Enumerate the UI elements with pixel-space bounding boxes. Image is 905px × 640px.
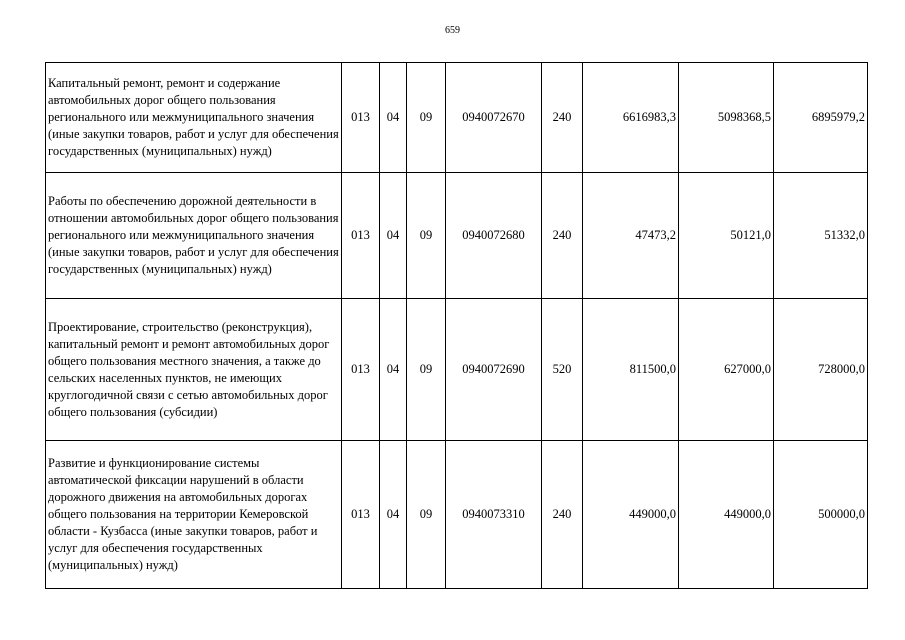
table-row: [46, 299, 868, 441]
subsection-code: 09: [407, 441, 446, 589]
amount-year-1: 811500,0: [583, 299, 679, 441]
amount-year-3: 51332,0: [774, 173, 868, 299]
target-article-code: 0940072680: [446, 173, 542, 299]
amount-year-2: 449000,0: [679, 441, 774, 589]
subsection-code: 09: [407, 63, 446, 173]
section-code: 04: [380, 173, 407, 299]
table-row: [46, 63, 868, 173]
grbs-code: 013: [342, 63, 380, 173]
grbs-code: 013: [342, 441, 380, 589]
target-article-code: 0940073310: [446, 441, 542, 589]
section-code: 04: [380, 441, 407, 589]
target-article-code: 0940072690: [446, 299, 542, 441]
row-name: Работы по обеспечению дорожной деятельности в отношении автомобильных дорог общего пользования регионального или межмуниципального значения (иные закупки товаров, работ и услуг для обеспечения государственных (муниципальных) нужд): [46, 173, 342, 299]
row-name: Развитие и функционирование системы автоматической фиксации нарушений в области дорожного движения на автомобильных дорогах общего пользования на территории Кемеровской области - Кузбасса (иные закупки товаров, работ и услуг для обеспечения государственных (муниципальных) нужд): [46, 441, 342, 589]
section-code: 04: [380, 299, 407, 441]
expense-type-code: 240: [542, 173, 583, 299]
subsection-code: 09: [407, 299, 446, 441]
grbs-code: 013: [342, 173, 380, 299]
row-name: Проектирование, строительство (реконструкция), капитальный ремонт и ремонт автомобильных дорог общего пользования местного значения, а также до сельских населенных пунктов, не имеющих круглогодичной связи с сетью автомобильных дорог общего пользования (субсидии): [46, 299, 342, 441]
grbs-code: 013: [342, 299, 380, 441]
amount-year-3: 6895979,2: [774, 63, 868, 173]
row-name: Капитальный ремонт, ремонт и содержание автомобильных дорог общего пользования регионального или межмуниципального значения (иные закупки товаров, работ и услуг для обеспечения государственных (муниципальных) нужд): [46, 63, 342, 173]
budget-table: [45, 62, 868, 589]
amount-year-3: 728000,0: [774, 299, 868, 441]
amount-year-3: 500000,0: [774, 441, 868, 589]
amount-year-2: 627000,0: [679, 299, 774, 441]
amount-year-2: 5098368,5: [679, 63, 774, 173]
expense-type-code: 520: [542, 299, 583, 441]
page-number: 659: [445, 25, 460, 36]
table-row: [46, 173, 868, 299]
section-code: 04: [380, 63, 407, 173]
table-row: [46, 441, 868, 589]
target-article-code: 0940072670: [446, 63, 542, 173]
amount-year-1: 6616983,3: [583, 63, 679, 173]
amount-year-1: 47473,2: [583, 173, 679, 299]
expense-type-code: 240: [542, 63, 583, 173]
amount-year-2: 50121,0: [679, 173, 774, 299]
subsection-code: 09: [407, 173, 446, 299]
amount-year-1: 449000,0: [583, 441, 679, 589]
expense-type-code: 240: [542, 441, 583, 589]
